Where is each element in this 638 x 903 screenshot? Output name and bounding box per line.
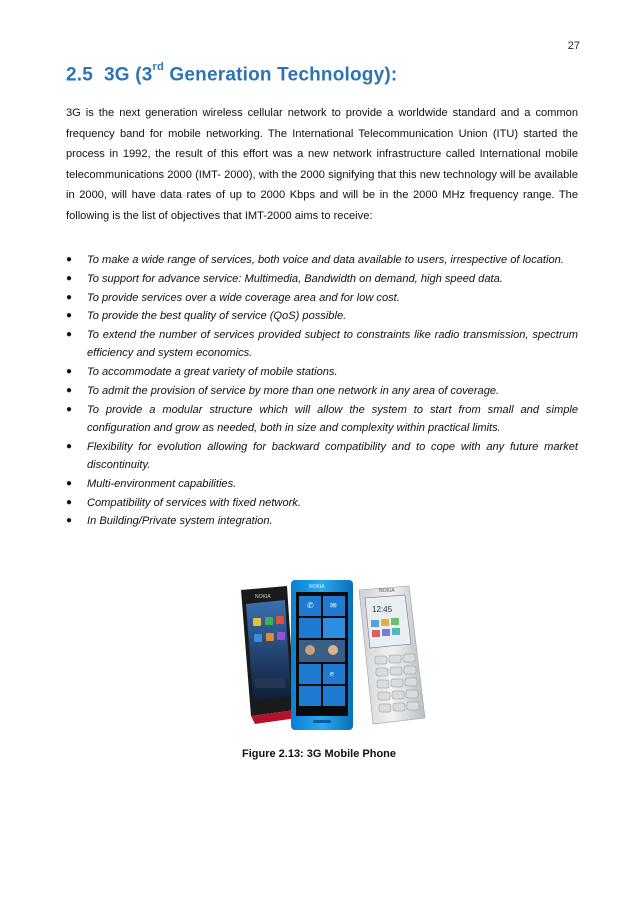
phone-brand-right: NOKIA [379,588,395,594]
heading-suffix: Generation Technology): [163,64,398,86]
bullet-icon: ● [66,477,73,489]
phone-right [359,586,425,724]
phone-middle [291,580,353,730]
browser-icon: e [330,671,334,678]
bullet-icon: ● [66,310,73,322]
phone-brand-left: NOKIA [255,594,271,600]
bullet-icon: ● [66,440,73,452]
bullet-icon: ● [66,403,73,415]
bullet-icon: ● [66,291,73,303]
bullet-icon: ● [66,272,73,284]
heading-superscript: rd [152,61,164,73]
list-item: ● To provide the best quality of service (QoS) possible. [66,307,578,325]
bullet-icon: ● [66,496,73,508]
list-item: ● To admit the provision of service by more than one network in any area of coverage. [66,382,578,400]
list-item: ● Compatibility of services with fixed network. [66,494,578,512]
list-item: ● To make a wide range of services, both voice and data available to users, irrespective of location. [66,251,578,269]
list-item: ● To accommodate a great variety of mobile stations. [66,363,578,381]
list-item: ● In Building/Private system integration. [66,512,578,530]
intro-paragraph: 3G is the next generation wireless cellular network to provide a worldwide standard and a common frequency band for mobile networking. The International Telecommunication Union (ITU) started the process in 1992, the result of this effort was a new network infrastructure called International mobile telecommunications 2000 (IMT- 2000), with the 2000 signifying that this new technology will be available in 2000, will have data rates of up to 2000 Kbps and will be in the 2000 MHz frequency range. The following is the list of objectives that IMT-2000 aims to receive: [66,107,578,222]
bullet-icon: ● [66,254,73,265]
phone-brand-middle: NOKIA [309,584,325,590]
list-item: ● Multi-environment capabilities. [66,475,578,493]
bullet-icon: ● [66,366,73,378]
list-item: ● Flexibility for evolution allowing for backward compatibility and to cope with any future market discontinuity. [66,438,578,474]
bullet-icon: ● [66,515,73,527]
list-item: ● To extend the number of services provided subject to constraints like radio transmission, spectrum efficiency and system economics. [66,326,578,362]
bullet-icon: ● [66,384,73,396]
clock-text: 12:45 [372,605,393,614]
section-number: 2.5 [66,64,94,86]
list-item: ● To provide services over a wide coverage area and for low cost. [66,289,578,307]
list-item: ● To support for advance service: Multimedia, Bandwidth on demand, high speed data. [66,270,578,288]
heading-prefix: 3G (3 [103,64,153,86]
list-item: ● To provide a modular structure which will allow the system to start from small and simple configuration and grow as needed, both in size and complexity within practical limits. [66,401,578,437]
phones-figure [229,578,433,734]
mail-icon: ✉ [330,601,337,610]
figure-caption: Figure 2.13: 3G Mobile Phone [241,748,397,760]
section-heading [66,61,398,86]
phone-left [241,586,297,724]
objectives-list [66,251,578,531]
page-number: 27 [567,40,580,52]
phone-icon: ✆ [307,601,314,610]
bullet-icon: ● [66,329,73,341]
